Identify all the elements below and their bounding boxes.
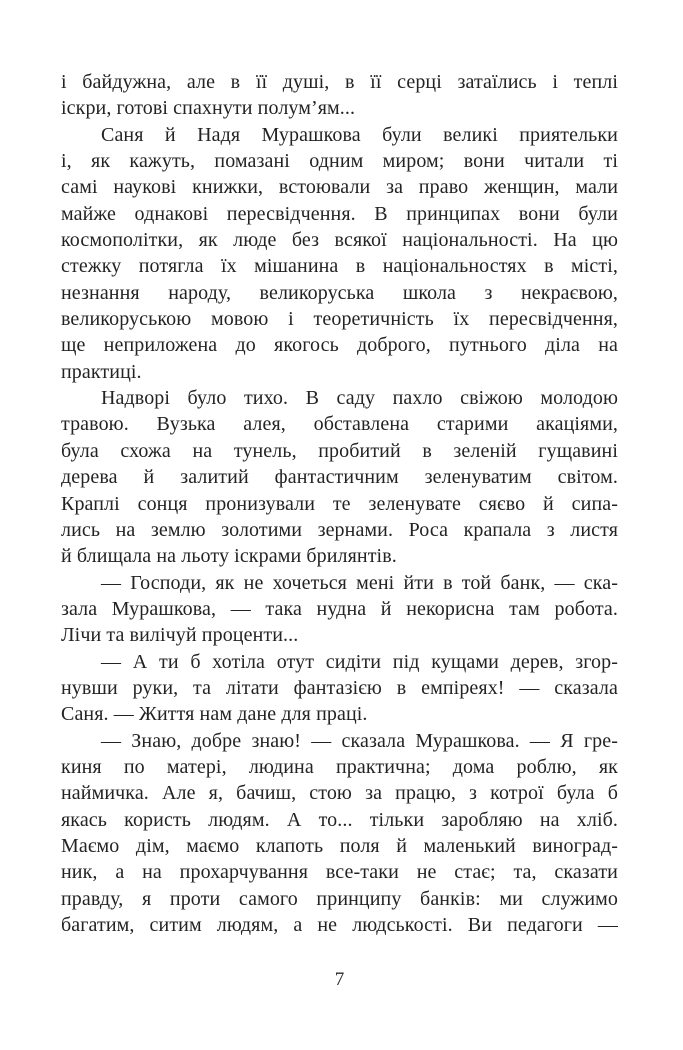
text-line: ник, а на прохарчування все-таки не стає; та, сказати xyxy=(61,861,618,884)
text-line: Краплі сонця пронизували те зеленувате сяєво й сипа- xyxy=(61,492,618,515)
text-line: самі наукові книжки, встоювали за право женщин, мали xyxy=(61,176,618,199)
text-line: Маємо дім, маємо клапоть поля й маленький виноград- xyxy=(61,834,618,857)
text-line: іскри, готові спахнути полум’ям... xyxy=(61,97,356,120)
page-text xyxy=(61,69,618,938)
text-line: була схожа на тунель, пробитий в зеленій гущавині xyxy=(61,439,618,462)
text-line: лись на землю золотими зернами. Роса крапала з листя xyxy=(61,518,618,541)
text-line: Надворі було тихо. В саду пахло свіжою молодою xyxy=(101,387,618,410)
text-line: практиці. xyxy=(61,360,142,383)
text-line: травою. Вузька алея, обставлена старими акаціями, xyxy=(61,413,618,436)
text-line: Саня й Надя Мурашкова були великі приятельки xyxy=(101,123,618,146)
text-line: ще неприложена до якогось доброго, путнього діла на xyxy=(61,334,618,357)
text-line: якась користь людям. А то... тільки заробляю на хліб. xyxy=(61,808,618,831)
text-line: великоруською мовою і теоретичність їх пересвідчення, xyxy=(61,308,618,331)
text-line: — А ти б хотіла отут сидіти під кущами дерев, згор- xyxy=(101,650,618,673)
text-line: багатим, ситим людям, а не людськості. Ви педагоги — xyxy=(61,914,618,936)
text-line: киня по матері, людина практична; дома роблю, як xyxy=(61,755,618,778)
text-line: нувши руки, та літати фантазією в емпіреях! — сказала xyxy=(61,676,618,699)
text-line: майже однакові пересвідчення. В принципах вони були xyxy=(61,202,618,225)
text-line: — Господи, як не хочеться мені йти в той банк, — ска- xyxy=(101,571,618,594)
text-line: правду, я проти самого принципу банків: ми служимо xyxy=(61,887,618,910)
text-line: — Знаю, добре знаю! — сказала Мурашкова. — Я гре- xyxy=(101,729,618,752)
text-line: й блищала на льоту іскрами брилянтів. xyxy=(61,545,397,568)
text-line: і байдужна, але в її душі, в її серці затаїлись і теплі xyxy=(61,71,618,93)
text-line: стежку потягла їх мішанина в національностях в місті, xyxy=(61,255,618,278)
page-number: 7 xyxy=(334,969,345,990)
text-line: Саня. — Життя нам дане для праці. xyxy=(61,703,368,726)
text-line: і, як кажуть, помазані одним миром; вони читали ті xyxy=(61,150,618,173)
text-line: зала Мурашкова, — така нудна й некорисна там робота. xyxy=(61,597,618,620)
text-line: космополітки, як люде без всякої національності. На цю xyxy=(61,229,618,252)
text-line: Лічи та вилічуй проценти... xyxy=(61,624,299,647)
text-line: дерева й залитий фантастичним зеленуватим світом. xyxy=(61,466,618,489)
text-line: наймичка. Але я, бачиш, стою за працю, з котрої була б xyxy=(61,782,618,805)
text-line: незнання народу, великоруська школа з некраєвою, xyxy=(61,281,618,304)
